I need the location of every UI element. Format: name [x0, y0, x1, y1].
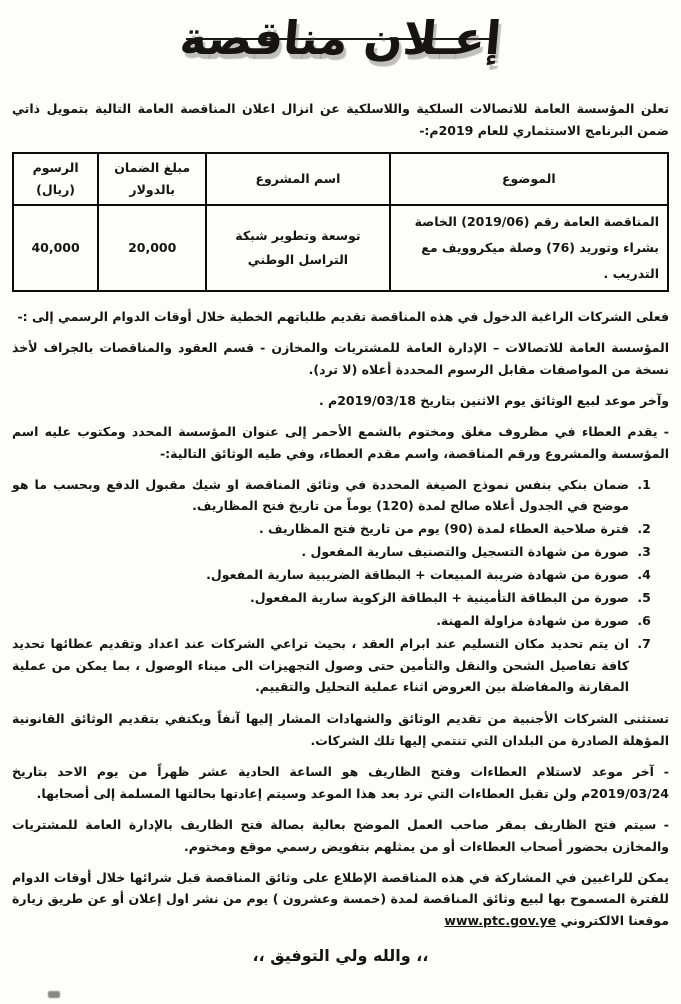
header-guarantee-usd: مبلغ الضمان بالدولار [98, 153, 206, 205]
scan-artifact [48, 991, 60, 998]
bid-opening-location-paragraph: - سيتم فتح الظاريف بمقر صاحب العمل الموضح بعالية بصالة فتح الظاريف بالإدارة العامة للمشتريات والمخازن بحضور أصحاب العطاءات أو من يمثلهم بتفويض رسمي موقع ومختوم. [12, 816, 669, 854]
submission-invite-paragraph: فعلى الشركات الراغبة الدخول في هذه المناقصة تقديم طلباتهم الخطية خلال أوقات الدوام الرسمي إلى :- [17, 309, 669, 325]
required-doc-item-3: 3. صورة من شهادة التسجيل والتصنيف سارية المفعول . [12, 541, 633, 563]
required-doc-item-6: 6. صورة من شهادة مزاولة المهنة. [12, 610, 633, 632]
header-subject: الموضوع [390, 153, 668, 205]
review-note-paragraph [12, 867, 669, 933]
cell-project-name: توسعة وتطوير شبكة التراسل الوطني [206, 205, 389, 292]
table-row [13, 205, 668, 292]
title-block [12, 4, 669, 96]
cell-subject: المناقصة العامة رقم (2019/06) الخاصة بشراء وتوريد (76) وصلة ميكروويف مع التدريب . [390, 205, 668, 292]
required-doc-item-2: 2. فترة صلاحية العطاء لمدة (90) يوم من تاريخ فتح المظاريف . [12, 518, 633, 540]
closing-blessing: ،، والله ولي التوفيق ،، [252, 946, 429, 966]
website-link[interactable]: www.ptc.gov.ye [444, 913, 557, 929]
tender-table [12, 152, 669, 293]
table-header-row [13, 153, 668, 205]
cell-guarantee-usd: 20,000 [98, 205, 206, 292]
required-doc-item-7: 7. ان يتم تحديد مكان التسليم عند ابرام العقد ، بحيث تراعي الشركات عند اعداد وتقديم عطائها تحديد كافة تفاصيل الشحن والنقل والتأمين حتى وصول التجهيزات الى ميناء الوصول ، بما يمكن من عملية المقارنة والمفاضلة بين العروض اثناء عملية التحليل والتقييم. [12, 633, 633, 699]
review-note-text: يمكن للراغبين في المشاركة في هذه المناقصة الإطلاع على وثائق المناقصة قبل شرائها خلال أوقات الدوام للفترة المسموح بها لبيع وثائق المناقصة لمدة (خمسة وعشرون ) يوم من نشر اول إعلان أو عن طريق زيارة موقعنا الالكتروني [12, 869, 669, 929]
required-documents-list [12, 474, 669, 699]
address-paragraph: المؤسسة العامة للاتصالات – الإدارة العامة للمشتريات والمخازن - قسم العقود والمناقصات بالجراف لأخذ نسخة من المواصفات مقابل الرسوم المحددة أعلاه (لا ترد). [12, 340, 669, 377]
bid-opening-deadline-paragraph: - آخر موعد لاستلام العطاءات وفتح الظاريف هو الساعة الحادية عشر ظهراً من يوم الاحد بتاريخ 2019/03/24م ولن تقبل العطاءات التي ترد بعد هذا الموعد وسيتم إعادتها بحالتها المسلمة إلى أصحابها. [12, 764, 669, 801]
intro-paragraph: تعلن المؤسسة العامة للاتصالات السلكية واللاسلكية عن انزال اعلان المناقصة العامة التالية بتمويل ذاتي ضمن البرنامج الاستثماري للعام 2019م:- [12, 101, 669, 138]
required-doc-item-5: 5. صورة من البطاقة التأمينية + البطاقة الزكوية سارية المفعول. [12, 587, 633, 609]
required-doc-item-1: 1. ضمان بنكي بنفس نموذج الصيغة المحددة في وثائق المناقصة او شيك مقبول الدفع وبحسب ما هو موضح في الجدول أعلاه صالح لمدة (120) يوماً من تاريخ فتح المظاريف. [12, 474, 633, 518]
required-doc-item-4: 4. صورة من شهادة ضريبة المبيعات + البطاقة الضريبية سارية المفعول. [12, 564, 633, 586]
envelope-instructions-paragraph: - يقدم العطاء في مظروف مغلق ومختوم بالشمع الأحمر إلى عنوان المؤسسة المحدد ومكتوب عليه اسم المؤسسة والمشروع ورقم المناقصة، واسم مقدم العطاء، وفي طيه الوثائق التالية:- [12, 423, 669, 461]
page-title: إعـلان مناقصة [177, 11, 504, 65]
header-project-name: اسم المشروع [206, 153, 389, 205]
header-fees-riyal: الرسوم (ريال) [13, 153, 98, 205]
cell-fees-riyal: 40,000 [13, 205, 98, 292]
docs-sale-deadline-paragraph: وآخر موعد لبيع الوثائق يوم الاثنين بتاريخ 2019/03/18م . [318, 392, 669, 408]
foreign-companies-paragraph: تستثنى الشركات الأجنبية من تقديم الوثائق والشهادات المشار إليها آنفاً ويكتفي بتقديم الوثائق القانونية المؤهلة الصادرة من البلدان التي تنتمي إليها تلك الشركات. [12, 711, 669, 749]
